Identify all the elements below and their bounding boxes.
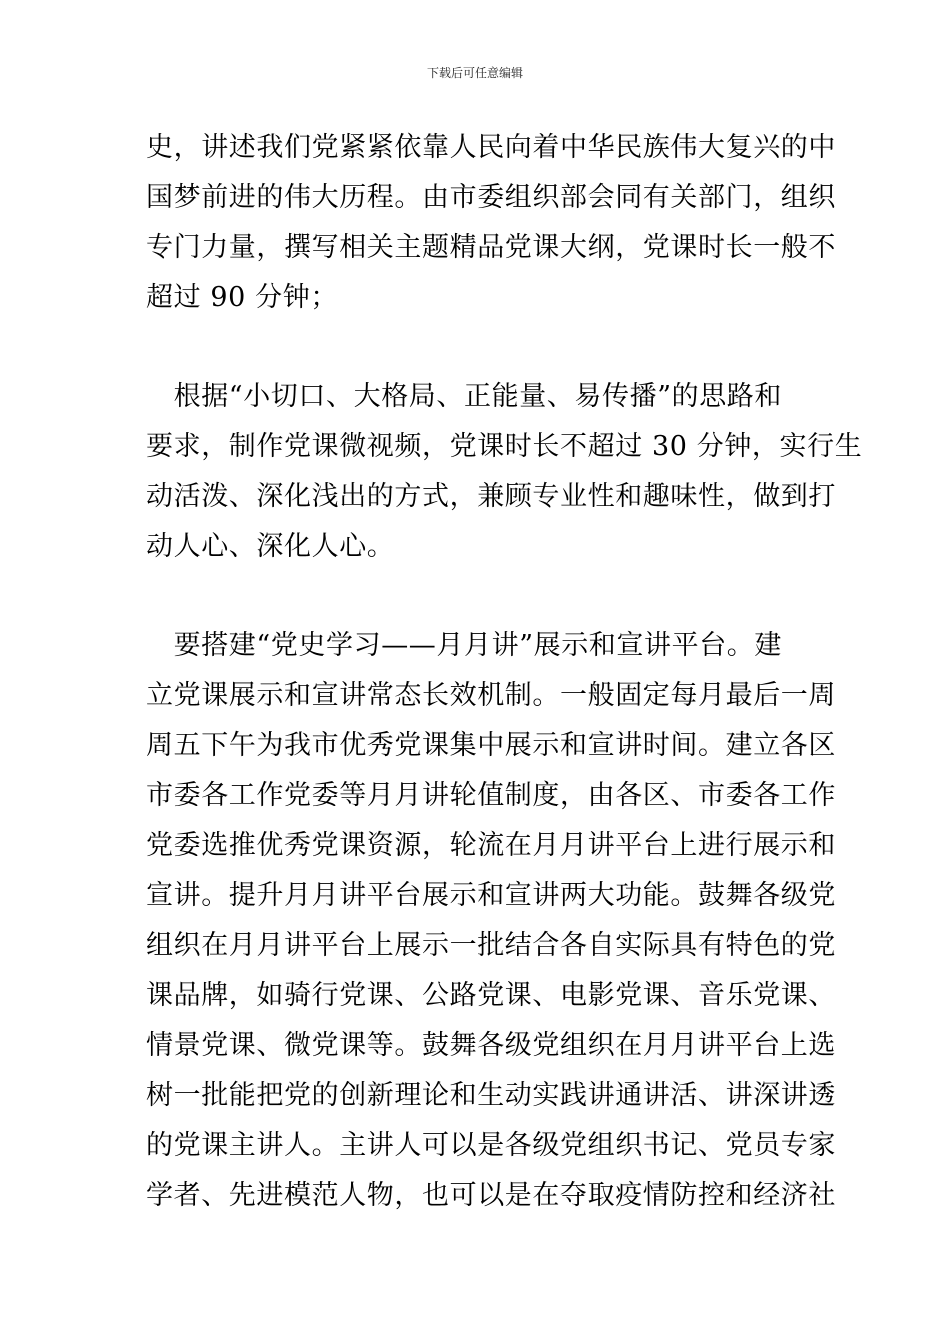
paragraph-1-line: 史，讲述我们党紧紧依靠人民向着中华民族伟大复兴的中: [146, 132, 836, 163]
page-header-note: 下载后可任意编辑: [426, 66, 523, 80]
paragraph-2-line: 根据“小切口、大格局、正能量、易传播”的思路和: [146, 381, 783, 412]
paragraph-1-line: 专门力量，撰写相关主题精品党课大纲，党课时长一般不: [146, 232, 836, 263]
paragraph-3-line: 要搭建“党史学习——月月讲”展示和宣讲平台。建: [146, 630, 783, 661]
paragraph-3-line: 情景党课、微党课等。鼓舞各级党组织在月月讲平台上选: [146, 1030, 836, 1061]
paragraph-1-line: 超过 90 分钟；: [146, 282, 338, 313]
paragraph-3-line: 宣讲。提升月月讲平台展示和宣讲两大功能。鼓舞各级党: [146, 880, 836, 911]
paragraph-3-line: 的党课主讲人。主讲人可以是各级党组织书记、党员专家: [146, 1130, 836, 1161]
paragraph-3-line: 党委选推优秀党课资源，轮流在月月讲平台上进行展示和: [146, 830, 836, 861]
paragraph-1-line: 国梦前进的伟大历程。由市委组织部会同有关部门，组织: [146, 182, 836, 213]
paragraph-2-line: 要求，制作党课微视频，党课时长不超过 30 分钟，实行生: [146, 431, 863, 462]
paragraph-2-line: 动活泼、深化浅出的方式，兼顾专业性和趣味性，做到打: [146, 481, 836, 512]
paragraph-3-line: 学者、先进模范人物，也可以是在夺取疫情防控和经济社: [146, 1180, 836, 1211]
paragraph-3-line: 立党课展示和宣讲常态长效机制。一般固定每月最后一周: [146, 680, 836, 711]
paragraph-3-line: 周五下午为我市优秀党课集中展示和宣讲时间。建立各区: [146, 730, 836, 761]
paragraph-3-line: 树一批能把党的创新理论和生动实践讲通讲活、讲深讲透: [146, 1080, 836, 1111]
paragraph-2-line: 动人心、深化人心。: [146, 531, 395, 562]
paragraph-3-line: 组织在月月讲平台上展示一批结合各自实际具有特色的党: [146, 930, 836, 961]
paragraph-3-line: 市委各工作党委等月月讲轮值制度，由各区、市委各工作: [146, 780, 836, 811]
paragraph-3-line: 课品牌，如骑行党课、公路党课、电影党课、音乐党课、: [146, 980, 836, 1011]
